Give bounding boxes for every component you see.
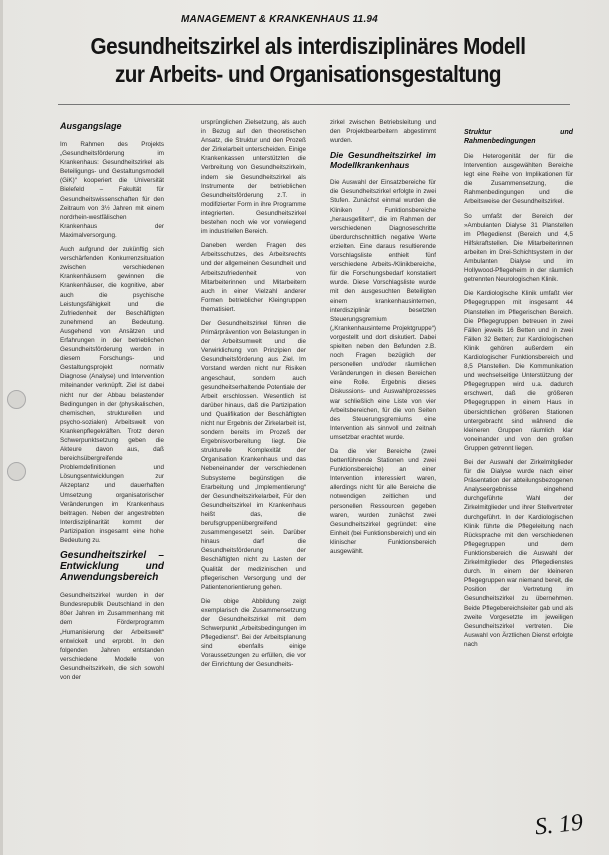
paragraph: Da die vier Bereiche (zwei bettenführende Stationen und zwei Funktionsbereiche) an einer Intervention interessiert waren, allerdings nicht für alle Bereiche die notwendigen zeitlichen und personellen Ressourcen gegeben waren, wurden zunächst zwei Gesundheitszirkel gegründet: eine Einheit (bei Funktionsbereich) und ein klinischer Funktionsbereich ausgewählt. [330, 448, 436, 556]
handwritten-page-number: S. 19 [533, 809, 585, 841]
headline-rule [58, 104, 570, 105]
headline-line-2: zur Arbeits- und Organisationsgestaltung [114, 61, 501, 87]
headline-line-1: Gesundheitszirkel als interdisziplinäres Modell [90, 33, 526, 59]
paragraph: ursprünglichen Zielsetzung, als auch in Bezug auf den theoretischen Ansatz, die Struktur und den Prozeß der Zirkelarbeit unterscheiden. Einige Krankenkassen unterstützten die Verbreitung von Gesundheitszirkeln, indem sie Gesundheitszirkel als Instrumente der betrieblichen Gesundheitsförderung z.T. in modifizierter Form in ihre Programme integrierten. Gesundheitszirkel bestehen noch wie vor vorwiegend im industriellen Bereich. [201, 119, 306, 236]
paragraph: Die Kardiologische Klinik umfaßt vier Pflegegruppen mit insgesamt 44 Planstellen im Pflegerischen Bereich. Die Pflegegruppen betreuen in zwei Fällen jeweils 16 Betten und in zwei Fällen 32 Betten; zur Kardiologischen Klinik gehören außerdem ein Kardiologischer Funktionsbereich und 8,5 Planstellen. Die Kommunikation und wechselseitige Unterstützung der Pflegegruppen wird u.a. dadurch erschwert, daß die größeren Pflegegruppen in einem Haus in übersichtlichen größeren Stationen untergebracht sind während die kleineren Gruppen räumlich klar voneinander und von den großen Gruppen getrennt liegen. [464, 290, 573, 452]
journal-header: MANAGEMENT & KRANKENHAUS 11.94 [181, 14, 378, 25]
text-column-1 [60, 118, 164, 853]
paragraph: Bei der Auswahl der Zirkelmitglieder für die Dialyse wurde nach einer Präsentation der abteilungsbezogenen Analyseergebnisse eingehend durchgeführte Wahl der Zirkelmitglieder und ihrer Stellvertreter durchgeführt. In der Kardiologischen Klinik führte die Pflegeleitung nach Rücksprache mit den verschiedenen Pflegegruppen und dem Funktionsbereich die Auswahl der Zirkelmitglieder des Pflegedienstes durch. In einem der kleineren Pflegegruppen war niemand bereit, die Position der Vertretung im Gesundheitszirkel zu übernehmen. Beide Pflegebereichsleiter gab und als zweite Vorgesetzte im jeweiligen Gesundheitszirkel vertreten. Die Auswahl von Ärztlichen Dienst erfolgte nach [464, 459, 573, 648]
paragraph: Auch aufgrund der zukünftig sich verschärfenden Konkurrenzsituation zwischen verschiedenen Krankenhäusern gewinnen die Krankenhäuser, die kognitive, aber auch die psychische Leistungsfähigkeit und die Zufriedenheit der Beschäftigten zunehmend an Bedeutung. Ausgehend von Ansätzen und Erfahrungen in der betrieblichen Gesundheitsförderung werden in diesem Forschungs- und Gestaltungsprojekt normativ Diagnose (Analyse) und Intervention miteinander verknüpft. Ziel ist dabei nicht nur der Abbau belastender Bedingungen in der (physikalischen, chemischen, strukturellen und psycho-sozialen) Arbeitswelt von Krankenpflegekräften. Trotz deren Schwerpunktsetzung geben die Akteure davon aus, daß bereichsübergreifende Problemdefinitionen und Lösungsentwicklungen zur Akzeptanz und dauerhaften Umsetzung organisatorischer Veränderungen im Krankenhaus beitragen. Neben der angestrebten Interdisziplinarität kommt der Partizipation insgesamt eine hohe Bedeutung zu. [60, 246, 164, 545]
text-column-2 [201, 118, 306, 853]
section-heading: Ausgangslage [60, 121, 122, 131]
section-heading: Gesundheitszirkel – Entwicklung und Anwendungsbereich [60, 550, 164, 584]
section-heading: Die Gesundheitszirkel im Modellkrankenhaus [330, 150, 436, 171]
article-headline [62, 32, 555, 88]
paragraph: Die Heterogenität der für die Intervention ausgewählten Bereiche legt eine Reihe von Implikationen für die Zusammensetzung, die Rahmenbedingungen und die Arbeitsweise der Gesundheitszirkel. [464, 153, 573, 206]
text-column-3 [330, 118, 436, 853]
punch-hole [7, 390, 26, 409]
section-heading: Struktur und Rahmenbedingungen [464, 129, 573, 145]
page-edge-shadow [0, 0, 3, 855]
punch-hole [7, 462, 26, 481]
paragraph: Gesundheitszirkel wurden in der Bundesrepublik Deutschland in den 80er Jahren im Zusammenhang mit dem Förderprogramm „Humanisierung der Arbeitswelt“ entwickelt und erprobt. In den folgenden Jahren entstanden verschiedene Modelle von Gesundheitszirkeln, die sich sowohl von der [60, 592, 164, 681]
paragraph: Die obige Abbildung zeigt exemplarisch die Zusammensetzung der Gesundheitszirkel mit dem Schwerpunkt „Arbeitsbedingungen im Pflegedienst“. Bei der Arbeitsplanung sind ebenfalls einige Voraussetzungen zu erfüllen, die vor der Einrichtung der Gesundheits- [201, 597, 306, 669]
paragraph: Der Gesundheitszirkel führen die Primärprävention von Belastungen in der Arbeitsumwelt und die Verwirklichung von Prinzipien der Gesundheitsförderung aus Ziel. Im Vorstand werden nicht nur Risiken angeschaut, sondern auch gesundheitserhaltende Potentiale der Arbeit erschlossen. Wesentlich ist darüber hinaus, daß die Partizipation und Qualifikation der Beschäftigten nicht nur Ergebnis der Zirkelarbeit ist, sondern bereits im Prozeß der Ergebnisvorbereitung liegt. Die strukturelle Komplexität der Organisation Krankenhaus und das Nebeneinander der verschiedenen Subsysteme begünstigen die Erarbeitung und „Implementierung“ der Gesundheitszirkelarbeit, Für den Gesundheitszirkel im Krankenhaus heißt das, die berufsgruppenübergreifend zusammengesetzt sein. Darüber hinaus darf die Gesundheitsförderung der Beschäftigten nicht zu Lasten der Qualität der medizinischen und pflegerischen Versorgung und der Patientenorientierung gehen. [201, 319, 306, 591]
paragraph: Im Rahmen des Projekts „Gesundheitsförderung im Krankenhaus: Gesundheitszirkel als Beteiligungs- und Gestaltungsmodell (GiK)“ kooperiert die Universität Bielefeld – Fakultät für Gesundheitswissenschaften für den Zeitraum von 3½ Jahren mit einem nordrhein-westfälischen Krankenhaus der Maximalversorgung. [60, 141, 164, 239]
paragraph: Daneben werden Fragen des Arbeitsschutzes, des Arbeitsrechts und der allgemeinen Gesundheit und Arbeitszufriedenheit von Mitarbeiterinnen und Mitarbeitern auch in einer Vielzahl anderer Formen betrieblicher Kleingruppen thematisiert. [201, 242, 306, 313]
paragraph: So umfaßt der Bereich der »Ambulanten Dialyse 31 Planstellen im Pflegedienst (Bereich und 4,5 Hilfskraftstellen. Die Mitarbeiterinnen arbeiten im Drei-Schichtsystem in der Ambulanten Dialyse und im Hollywood-Pflegeheim in der räumlich getrennten Neurologischen Klinik. [464, 212, 573, 284]
paragraph: Die Auswahl der Einsatzbereiche für die Gesundheitszirkel erfolgte in zwei Stufen. Zunächst einmal wurden die Kliniken / Funktionsbereiche „herausgefiltert“, die im Rahmen der verschiedenen Diagnoseschritte überdurchschnittlich negative Werte erzielten. Eine daraus resultierende Vorschlagsliste enthielt fünf verschiedene Arbeits-/Klinikbereiche, für die Forschungsbedarf konstatiert wurde. Diese Vorschlagsliste wurde mit den ausgesuchten Beteiligten einem krankenhausinternen, interdisziplinär besetzten Steuerungsgremium („Krankenhausinterne Projektgruppe“) vorgestellt und dort diskutiert. Dabei spielten neben den Befunden z.B. noch Fragen bezüglich der personellen und/oder räumlichen Veränderungen in diesen Bereichen eine Rolle. Ergebnis dieses Diskussions- und Auswahlprozesses war schließlich eine Liste von vier Arbeitsbereichen, für die von Seiten des Steuerungsgremiums eine Intervention als sinnvoll und zeitnah umsetzbar erachtet wurde. [330, 179, 436, 441]
paragraph: zirkel zwischen Betriebsleitung und den Projektbearbeitern abgestimmt wurden. [330, 119, 436, 145]
text-column-4 [464, 118, 573, 853]
